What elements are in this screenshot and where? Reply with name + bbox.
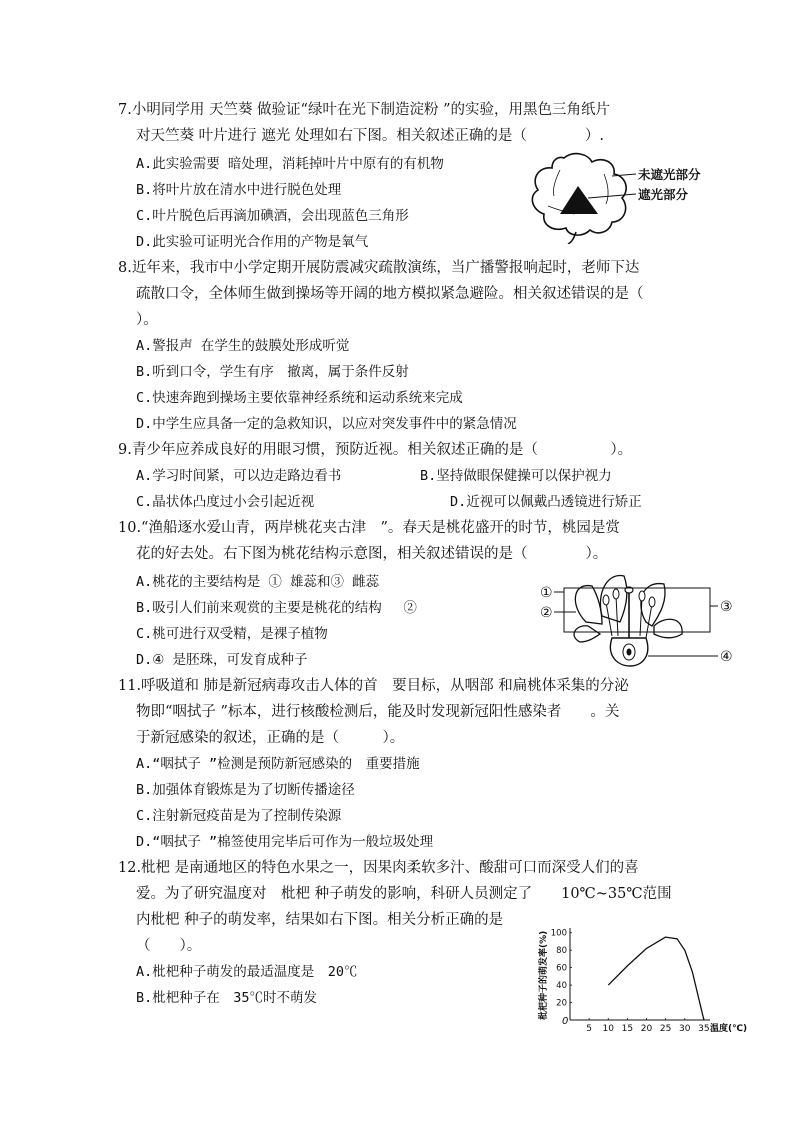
q10-option-b: B.吸引人们前来观赏的主要是桃花的结构 ② — [136, 600, 417, 616]
chart-y-tick-label: 40 — [556, 981, 567, 992]
q8-option-c: C.快速奔跑到操场主要依靠神经系统和运动系统来完成 — [136, 390, 463, 406]
q8-stem-line1: 8.近年来，我市中小学定期开展防震减灾疏散演练，当广播警报响起时，老师下达 — [118, 260, 640, 276]
q7-option-c: C.叶片脱色后再滴加碘酒，会出现蓝色三角形 — [136, 208, 409, 224]
flower-label-1: ① — [540, 585, 553, 601]
chart-x-tick-label: 10 — [602, 1024, 614, 1034]
q12-stem-line1: 12.枇杷 是南通地区的特色水果之一，因果肉柔软多汁、酸甜可口而深受人们的喜 — [118, 860, 639, 876]
shaded-label: 遮光部分 — [638, 187, 689, 202]
chart-x-tick-label: 25 — [659, 1024, 672, 1034]
q8-stem-line3: ）。 — [136, 312, 158, 328]
flower-label-3: ③ — [720, 599, 733, 615]
q7-stem-line1: 7.小明同学用 天竺葵 做验证“绿叶在光下制造淀粉 ”的实验，用黑色三角纸片 — [118, 102, 610, 118]
chart-y-tick-label: 100 — [550, 928, 567, 939]
leaf-figure — [512, 148, 734, 244]
q11-stem-line3: 于新冠感染的叙述，正确的是（ ）。 — [136, 730, 405, 746]
unshaded-label: 未遮光部分 — [638, 167, 701, 182]
q8-option-b: B.听到口令，学生有序 撤离，属于条件反射 — [136, 364, 409, 380]
chart-origin-label: 0 — [562, 1016, 569, 1027]
q11-option-c: C.注射新冠疫苗是为了控制传染源 — [136, 808, 342, 824]
flower-label-4: ④ — [720, 649, 733, 665]
q12-stem-line2: 爱。为了研究温度对 枇杷 种子萌发的影响，科研人员测定了 10℃~35℃范围 — [136, 886, 672, 902]
q12-stem-line3: 内枇杷 种子的萌发率，结果如右下图。相关分析正确的是 — [136, 912, 504, 928]
chart-y-tick-label: 60 — [556, 963, 567, 974]
germination-rate-line — [608, 937, 704, 1020]
chart-x-axis-label: 温度(℃) — [710, 1024, 748, 1034]
q10-stem-line2: 花的好去处。右下图为桃花结构示意图，相关叙述错误的是（ ）。 — [136, 546, 608, 562]
q9-option-a: A.学习时间紧，可以边走路边看书 — [136, 468, 342, 484]
germination-rate-chart — [530, 912, 756, 1036]
q9-option-c: C.晶状体凸度过小会引起近视 — [136, 494, 315, 510]
q9-option-b: B.坚持做眼保健操可以保护视力 — [420, 468, 612, 484]
chart-x-tick-label: 30 — [679, 1024, 691, 1034]
q11-option-b: B.加强体育锻炼是为了切断传播途径 — [136, 782, 355, 798]
chart-y-axis-label: 枇杷种子的萌发率(%) — [539, 930, 549, 1020]
chart-ticks — [551, 929, 710, 1034]
q7-stem-line2: 对天竺葵 叶片进行 遮光 处理如右下图。相关叙述正确的是（ ）. — [136, 128, 604, 144]
q7-option-d: D.此实验可证明光合作用的产物是氧气 — [136, 234, 369, 250]
chart-x-tick-label: 15 — [621, 1024, 634, 1034]
q8-option-a: A.警报声 在学生的鼓膜处形成听觉 — [136, 338, 350, 354]
q8-stem-line2: 疏散口令，全体师生做到操场等开阔的地方模拟紧急避险。相关叙述错误的是（ — [136, 286, 644, 302]
peach-flower-figure — [536, 566, 746, 670]
flower-label-2: ② — [540, 605, 553, 621]
q10-option-a: A.桃花的主要结构是 ① 雄蕊和③ 雌蕊 — [136, 574, 380, 590]
q9-stem-line1: 9.青少年应养成良好的用眼习惯，预防近视。相关叙述正确的是（ ）。 — [118, 442, 633, 458]
chart-x-tick-label: 5 — [586, 1024, 592, 1034]
q7-option-a: A.此实验需要 暗处理，消耗掉叶片中原有的有机物 — [136, 156, 444, 172]
chart-x-tick-label: 35 — [698, 1024, 710, 1034]
q11-option-a: A.“咽拭子 ”检测是预防新冠感染的 重要措施 — [136, 756, 420, 772]
q11-option-d: D.“咽拭子 ”棉签使用完毕后可作为一般垃圾处理 — [136, 834, 434, 850]
q12-stem-line4: （ ）。 — [136, 938, 202, 954]
chart-y-tick-label: 20 — [556, 998, 567, 1009]
chart-x-tick-label: 20 — [640, 1024, 653, 1034]
chart-axes — [570, 928, 710, 1020]
q11-stem-line2: 物即“咽拭子 ”标本，进行核酸检测后，能及时发现新冠阳性感染者 。关 — [136, 704, 620, 720]
q10-option-c: C.桃可进行双受精，是裸子植物 — [136, 626, 328, 642]
chart-y-tick-label: 80 — [556, 946, 567, 957]
q10-option-d: D.④ 是胚珠，可发育成种子 — [136, 652, 308, 668]
q12-option-b: B.枇杷种子在 35℃时不萌发 — [136, 990, 318, 1006]
q8-option-d: D.中学生应具备一定的急救知识，以应对突发事件中的紧急情况 — [136, 416, 517, 432]
q11-stem-line1: 11.呼吸道和 肺是新冠病毒攻击人体的首 要目标，从咽部 和扁桃体采集的分泌 — [118, 678, 629, 694]
q10-stem-line1: 10.“渔船逐水爱山青，两岸桃花夹古津 ”。春天是桃花盛开的时节，桃园是赏 — [118, 520, 620, 536]
q9-option-d: D.近视可以佩戴凸透镜进行矫正 — [450, 494, 642, 510]
q12-option-a: A.枇杷种子萌发的最适温度是 20℃ — [136, 964, 358, 980]
q7-option-b: B.将叶片放在清水中进行脱色处理 — [136, 182, 342, 198]
